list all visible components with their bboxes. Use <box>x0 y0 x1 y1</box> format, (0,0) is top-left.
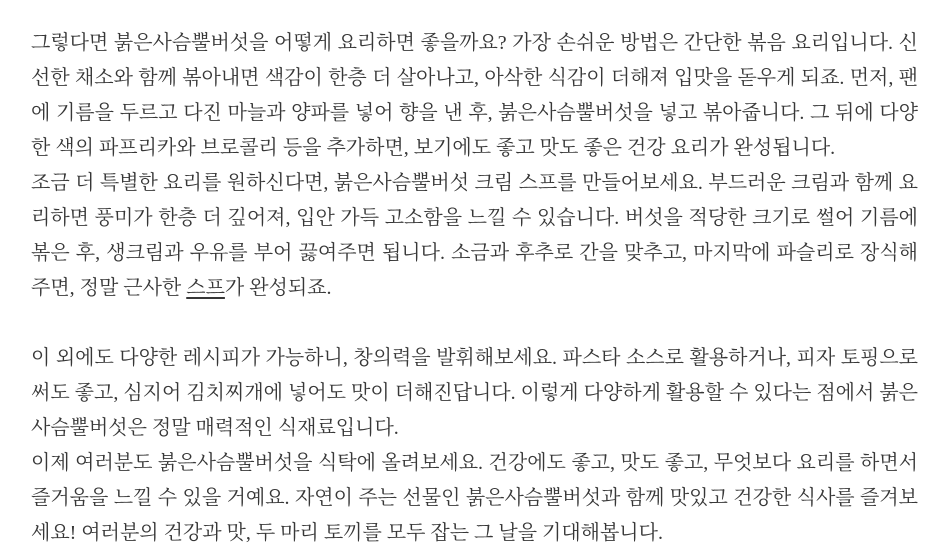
paragraph <box>31 446 918 551</box>
text-segment: 그렇다면 붉은사슴뿔버섯을 어떻게 요리하면 좋을까요? 가장 손쉬운 방법은 간단한 볶음 요리입니다. 신선한 채소와 함께 볶아내면 색감이 한층 더 살아나고, 아삭한 식감이 더해져 입맛을 돋우게 되죠. 먼저, 팬에 기름을 두르고 다진 마늘과 양파를 넣어 향을 낸 후, 붉은사슴뿔버섯을 넣고 볶아줍니다. 그 뒤에 다양한 색의 파프리카와 브로콜리 등을 추가하면, 보기에도 좋고 맛도 좋은 건강 요리가 완성됩니다. <box>31 32 918 159</box>
paragraph <box>31 26 918 166</box>
text-segment: 이제 여러분도 붉은사슴뿔버섯을 식탁에 올려보세요. 건강에도 좋고, 맛도 좋고, 무엇보다 요리를 하면서 즐거움을 느낄 수 있을 거예요. 자연이 주는 선물인 붉은사슴뿔버섯과 함께 맛있고 건강한 식사를 즐겨보세요! 여러분의 건강과 맛, 두 마리 토끼를 모두 잡는 그 날을 기대해봅니다. <box>31 452 918 544</box>
paragraph <box>31 341 918 446</box>
text-segment: 이 외에도 다양한 레시피가 가능하니, 창의력을 발휘해보세요. 파스타 소스로 활용하거나, 피자 토핑으로 써도 좋고, 심지어 김치찌개에 넣어도 맛이 더해진답니다. 이렇게 다양하게 활용할 수 있다는 점에서 붉은사슴뿔버섯은 정말 매력적인 식재료입니다. <box>31 347 918 439</box>
paragraph <box>31 166 918 306</box>
paragraph-spacer <box>31 306 918 341</box>
text-segment: 가 완성되죠. <box>224 277 332 299</box>
underlined-text: 스프 <box>186 277 225 299</box>
text-segment: 조금 더 특별한 요리를 원하신다면, 붉은사슴뿔버섯 크림 스프를 만들어보세요. 부드러운 크림과 함께 요리하면 풍미가 한층 더 깊어져, 입안 가득 고소함을 느낄 수 있습니다. 버섯을 적당한 크기로 썰어 기름에 볶은 후, 생크림과 우유를 부어 끓여주면 됩니다. 소금과 후추로 간을 맞추고, 마지막에 파슬리로 장식해주면, 정말 근사한 <box>31 172 918 299</box>
